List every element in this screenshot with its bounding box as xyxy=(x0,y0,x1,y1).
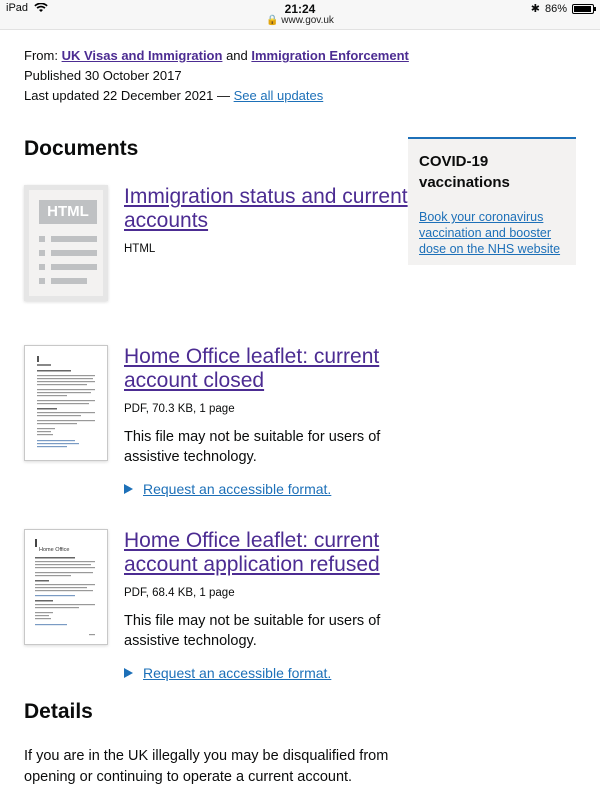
from-label: From: xyxy=(24,48,58,63)
document-format: HTML xyxy=(124,243,156,255)
updated-label: Last updated xyxy=(24,88,100,103)
url-text: www.gov.uk xyxy=(281,15,334,26)
request-format-link[interactable]: Request an accessible format. xyxy=(143,665,332,681)
accessibility-note: This file may not be suitable for users of assistive technology. xyxy=(124,613,381,649)
covid-title: COVID-19 vaccinations xyxy=(419,153,510,191)
pdf-page-preview xyxy=(25,346,107,460)
details-text: If you are in the UK illegally you may be disqualified from opening or continuing to operate a current account. xyxy=(24,748,389,785)
published-row xyxy=(24,66,409,86)
document-title-link[interactable]: Home Office leaflet: current account application refused xyxy=(124,529,380,576)
battery-icon xyxy=(572,4,594,14)
document-title-link[interactable]: Immigration status and current accounts xyxy=(124,185,408,232)
covid-booking-link[interactable]: Book your coronavirus vaccination and booster dose on the NHS website xyxy=(419,210,561,256)
html-thumbnail[interactable] xyxy=(24,185,108,301)
document-format: PDF, 68.4 KB, 1 page xyxy=(124,587,235,599)
bluetooth-icon: ✱ xyxy=(530,3,540,15)
documents-heading: Documents xyxy=(24,137,139,160)
expand-triangle-icon xyxy=(124,668,133,678)
battery-percent: 86% xyxy=(544,2,567,15)
document-title-link[interactable]: Home Office leaflet: current account closed xyxy=(124,345,380,392)
pdf-thumbnail[interactable] xyxy=(24,345,108,461)
device-name: iPad xyxy=(6,2,29,14)
accessibility-note: This file may not be suitable for users of assistive technology. xyxy=(124,429,381,465)
pdf-thumbnail[interactable] xyxy=(24,529,108,645)
covid-banner xyxy=(408,137,576,265)
document-body xyxy=(124,345,424,497)
and-text: and xyxy=(226,48,248,63)
status-bar xyxy=(0,0,600,30)
org-link-ukvi[interactable]: UK Visas and Immigration xyxy=(61,48,223,63)
document-body xyxy=(124,185,424,257)
leaflet-header: Home Office xyxy=(39,547,70,553)
document-body xyxy=(124,529,424,681)
expand-triangle-icon xyxy=(124,484,133,494)
lock-icon: 🔒 xyxy=(266,15,279,26)
publication-meta xyxy=(24,46,409,106)
published-date: 30 October 2017 xyxy=(84,68,182,83)
request-format-link[interactable]: Request an accessible format. xyxy=(143,481,332,497)
html-badge: HTML xyxy=(39,200,97,224)
details-heading: Details xyxy=(24,700,93,723)
pdf-page-preview xyxy=(25,530,107,644)
request-format-toggle[interactable] xyxy=(124,665,424,681)
published-label: Published xyxy=(24,68,82,83)
see-all-updates-link[interactable]: See all updates xyxy=(233,88,324,103)
updated-date: 22 December 2021 — xyxy=(102,88,230,103)
clock: 21:24 xyxy=(284,2,316,16)
document-format: PDF, 70.3 KB, 1 page xyxy=(124,403,235,415)
address-bar[interactable] xyxy=(0,15,600,26)
updated-row xyxy=(24,86,409,106)
request-format-toggle[interactable] xyxy=(124,481,424,497)
org-link-ie[interactable]: Immigration Enforcement xyxy=(251,48,409,63)
status-right xyxy=(531,2,594,15)
from-row xyxy=(24,46,409,66)
